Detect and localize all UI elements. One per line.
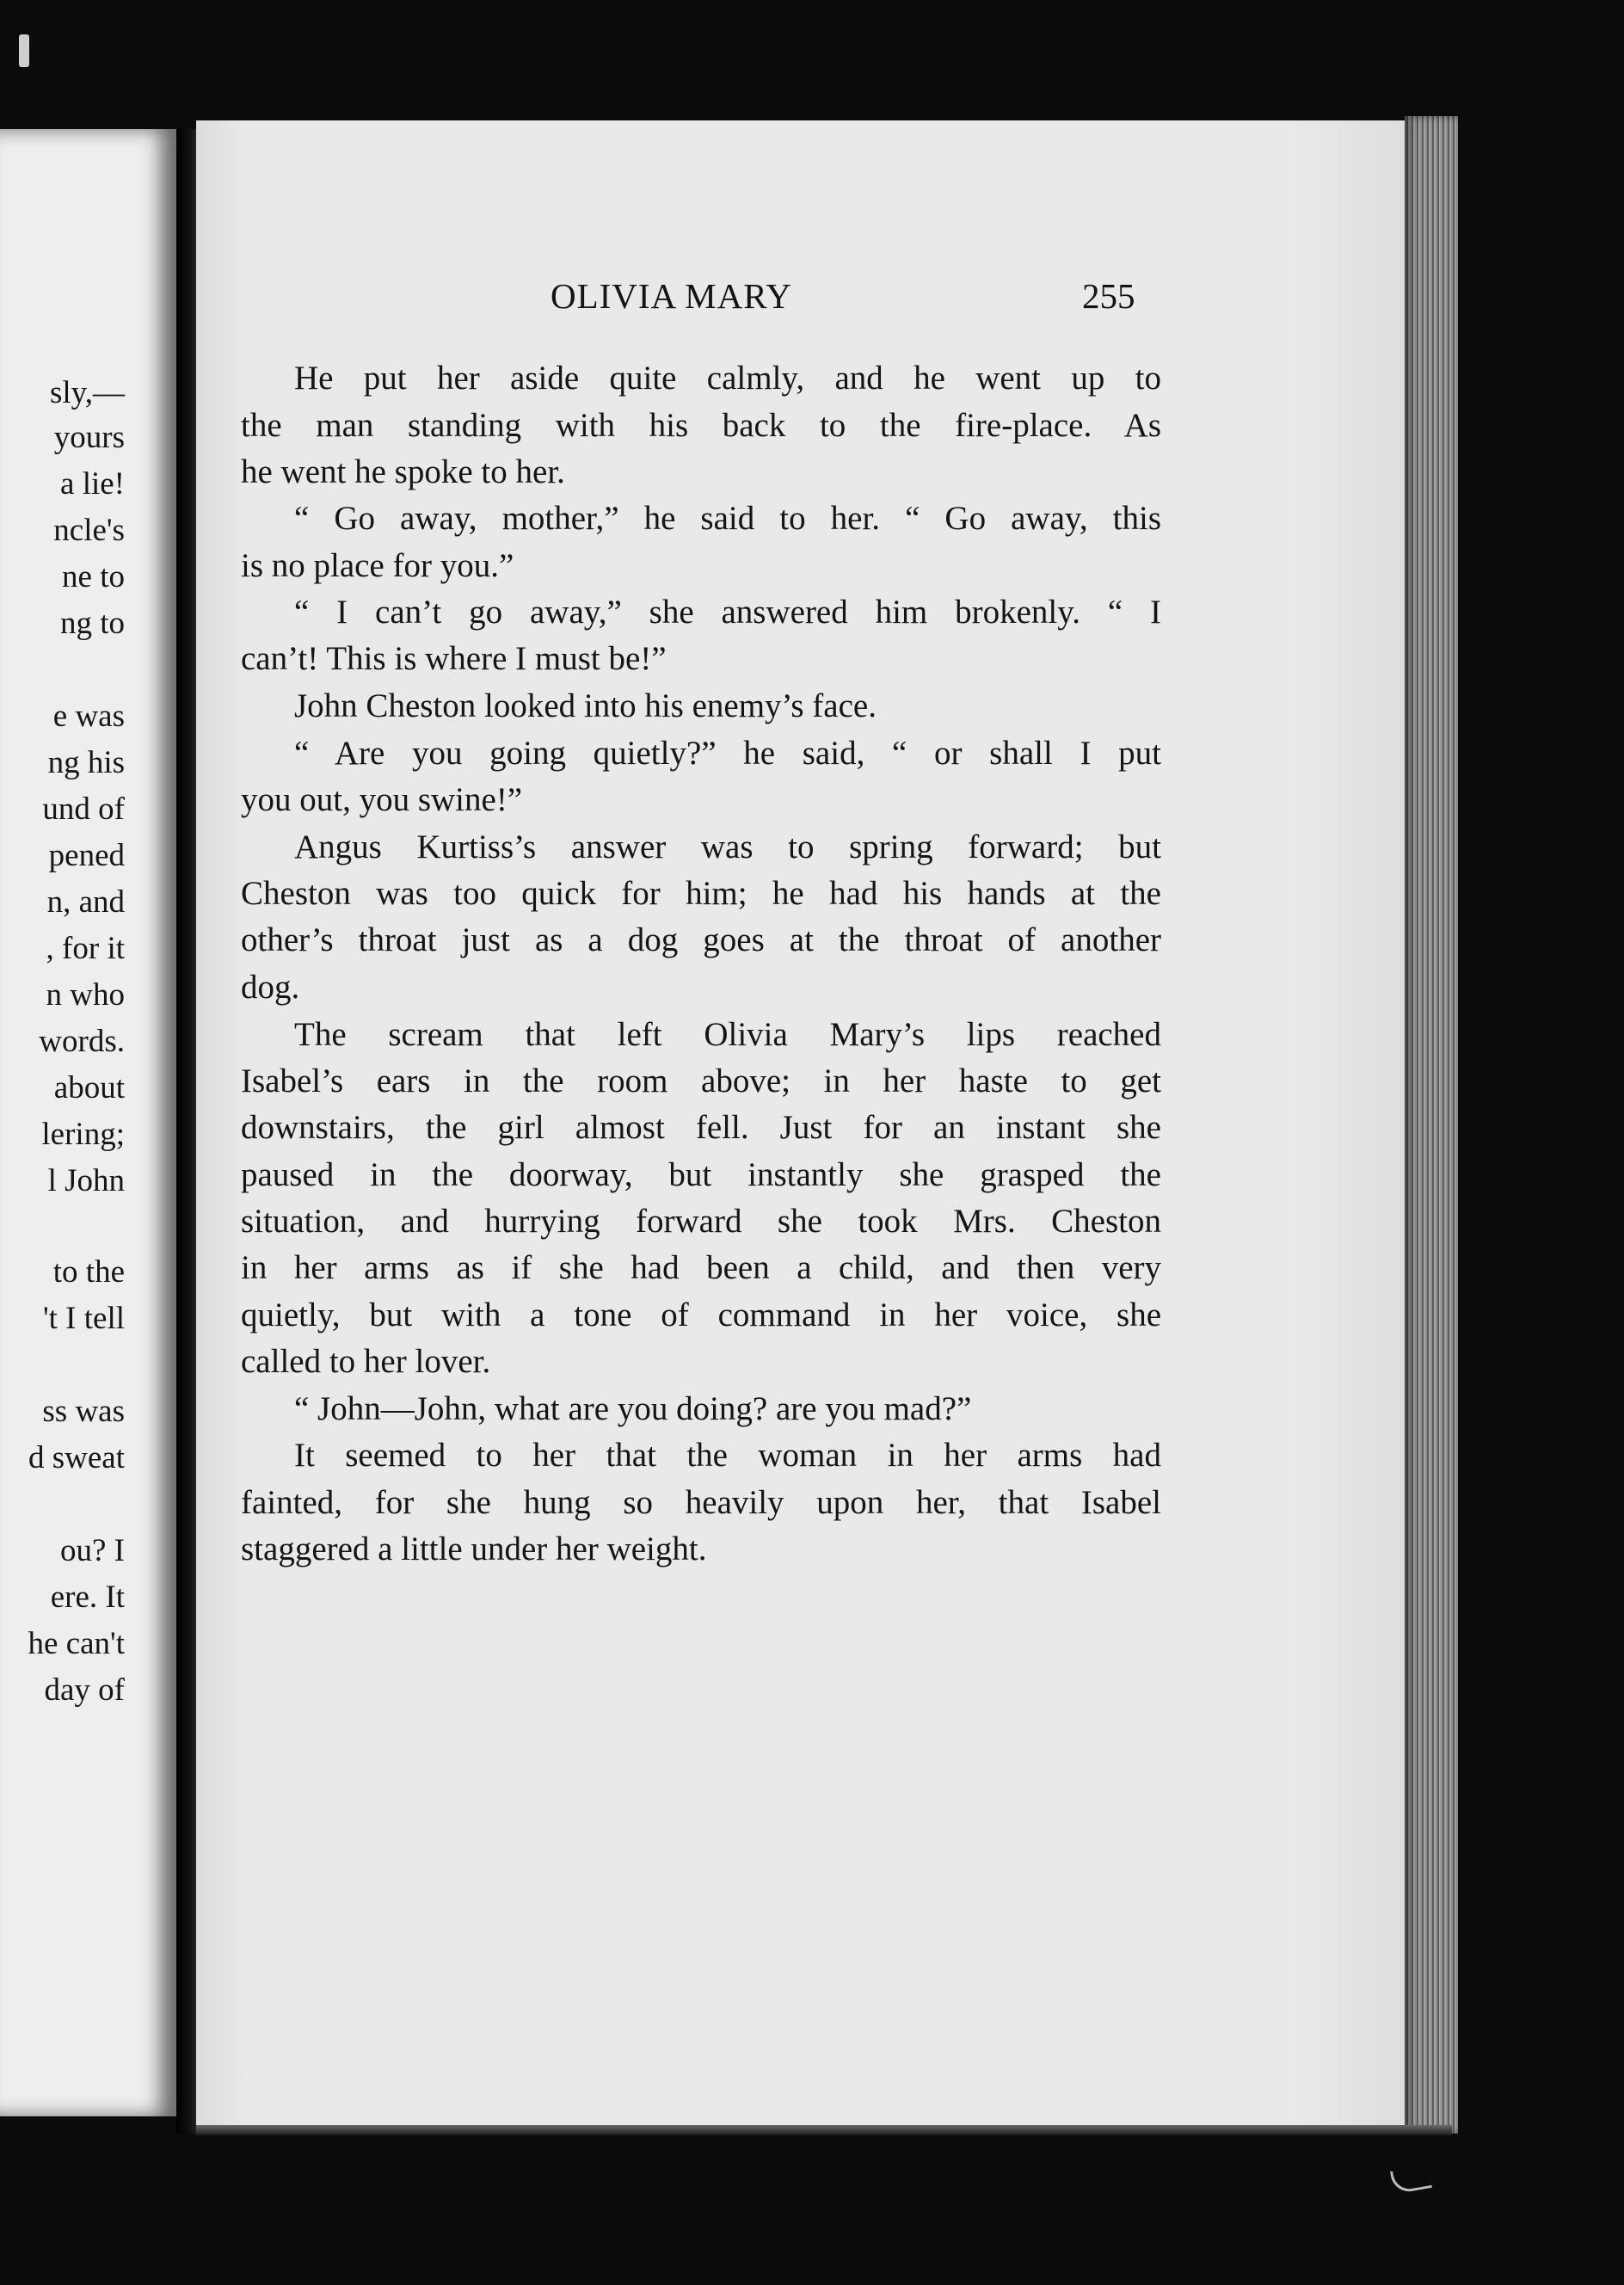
left-line: about bbox=[53, 1070, 125, 1106]
left-line: ne to bbox=[62, 559, 125, 594]
left-line: 't I tell bbox=[42, 1301, 125, 1336]
text-line: staggered a little under her weight. bbox=[241, 1531, 707, 1567]
text-line: you out, you swine!” bbox=[241, 781, 523, 818]
text-line: He put her aside quite calmly, and he went up to bbox=[294, 360, 1161, 397]
text-line: “ I can’t go away,” she answered him brokenly. “ I bbox=[294, 594, 1161, 631]
left-line: pened bbox=[48, 838, 125, 873]
text-line: downstairs, the girl almost fell. Just for an instant she bbox=[241, 1109, 1161, 1146]
text-line: is no place for you.” bbox=[241, 547, 514, 584]
left-line: d sweat bbox=[28, 1440, 125, 1475]
left-line: ou? I bbox=[60, 1533, 125, 1568]
text-line: called to her lover. bbox=[241, 1343, 491, 1380]
left-line: n who bbox=[46, 977, 125, 1013]
left-line: to the bbox=[52, 1254, 125, 1290]
left-facing-page bbox=[0, 129, 176, 2116]
left-line: , for it bbox=[46, 931, 125, 966]
text-line: fainted, for she hung so heavily upon her, that Isabel bbox=[241, 1484, 1161, 1521]
text-line: other’s throat just as a dog goes at the throat of another bbox=[241, 921, 1161, 958]
left-line: ss was bbox=[42, 1394, 125, 1429]
left-line: und of bbox=[42, 791, 125, 827]
text-line: paused in the doorway, but instantly she grasped the bbox=[241, 1156, 1161, 1193]
text-line: the man standing with his back to the fire-place. As bbox=[241, 407, 1161, 444]
left-line: e was bbox=[52, 699, 125, 734]
text-line: Angus Kurtiss’s answer was to spring forward; but bbox=[294, 828, 1161, 865]
text-line: John Cheston looked into his enemy’s face. bbox=[294, 687, 877, 724]
left-line: yours bbox=[53, 420, 125, 455]
ink-mark bbox=[1390, 2165, 1432, 2194]
text-line: The scream that left Olivia Mary’s lips reached bbox=[294, 1016, 1161, 1053]
text-line: Cheston was too quick for him; he had his hands at the bbox=[241, 875, 1161, 912]
text-line: “ Are you going quietly?” he said, “ or shall I put bbox=[294, 735, 1161, 772]
left-line: sly,— bbox=[49, 375, 125, 410]
text-line: situation, and hurrying forward she took Mrs. Cheston bbox=[241, 1203, 1161, 1240]
left-line: lering; bbox=[41, 1117, 125, 1152]
left-line: l John bbox=[47, 1163, 125, 1198]
text-line: “ John—John, what are you doing? are you mad?” bbox=[294, 1390, 972, 1427]
page-bottom-edge bbox=[196, 2125, 1452, 2135]
text-line: Isabel’s ears in the room above; in her haste to get bbox=[241, 1062, 1161, 1099]
left-line: a lie! bbox=[60, 466, 125, 502]
left-line: ere. It bbox=[50, 1580, 125, 1615]
left-line: ng his bbox=[47, 745, 125, 780]
text-line: can’t! This is where I must be!” bbox=[241, 640, 667, 677]
left-line: day of bbox=[44, 1672, 125, 1708]
left-line: he can't bbox=[28, 1626, 125, 1661]
left-line: n, and bbox=[46, 884, 125, 920]
left-line: ncle's bbox=[53, 513, 125, 548]
text-line: “ Go away, mother,” he said to her. “ Go away, this bbox=[294, 500, 1161, 537]
running-title: OLIVIA MARY bbox=[551, 276, 792, 316]
text-line: in her arms as if she had been a child, and then very bbox=[241, 1249, 1161, 1286]
text-line: It seemed to her that the woman in her arms had bbox=[294, 1437, 1161, 1474]
page-edges bbox=[1405, 116, 1458, 2134]
text-line: he went he spoke to her. bbox=[241, 453, 565, 490]
text-line: quietly, but with a tone of command in her voice, she bbox=[241, 1296, 1161, 1333]
left-line: ng to bbox=[59, 606, 125, 641]
scan-speck bbox=[19, 34, 29, 67]
left-line: words. bbox=[39, 1024, 125, 1059]
page-number: 255 bbox=[1082, 276, 1135, 316]
text-line: dog. bbox=[241, 969, 300, 1006]
